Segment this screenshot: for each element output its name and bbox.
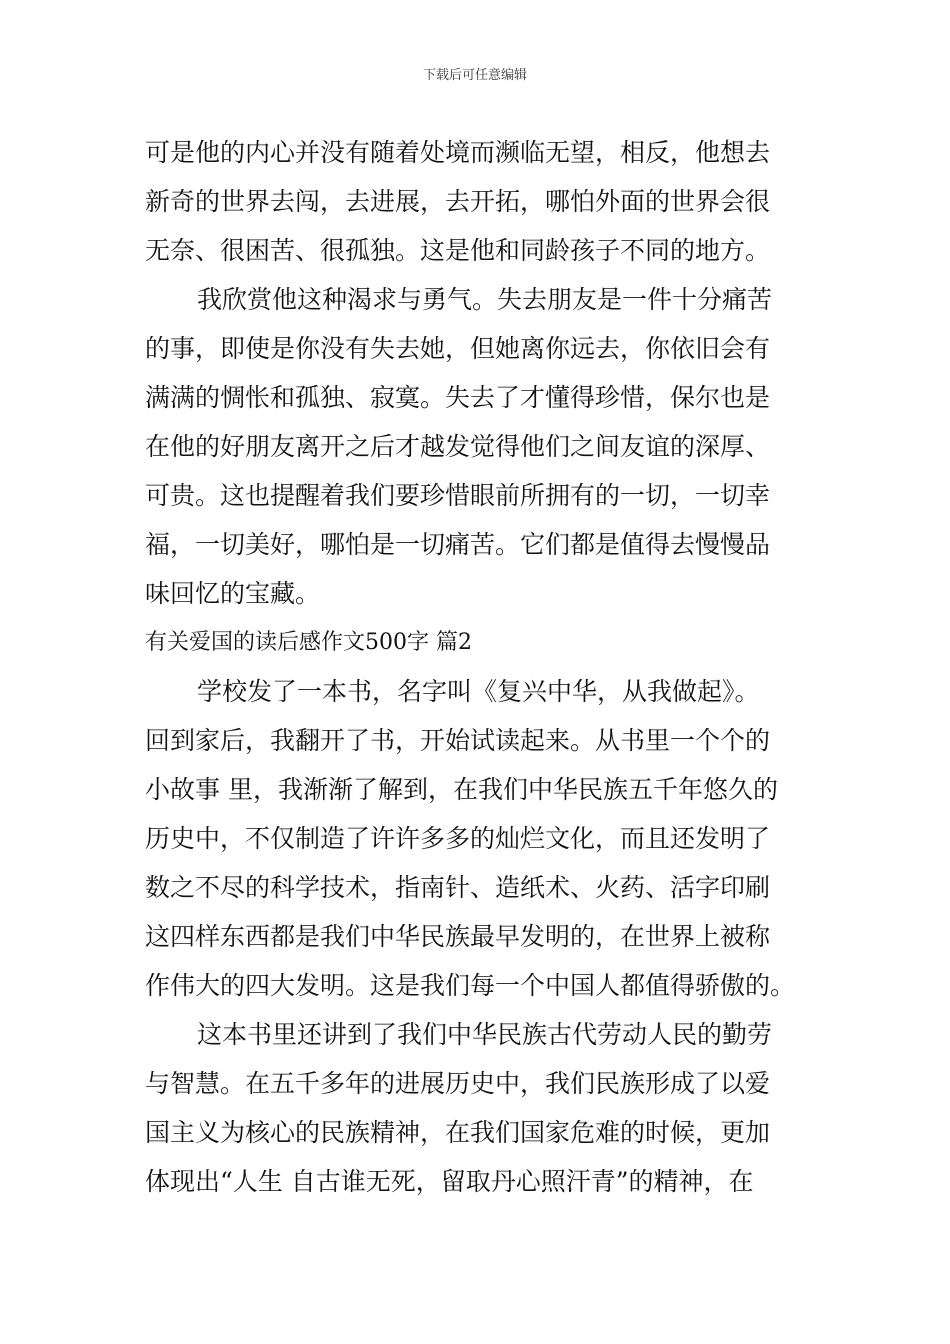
paragraph <box>145 667 810 1010</box>
paragraph <box>145 1010 810 1206</box>
text-line: 满满的惆怅和孤独、寂寞。失去了才懂得珍惜，保尔也是 <box>145 383 771 412</box>
text-line: 我欣赏他这种渴求与勇气。失去朋友是一件十分痛苦 <box>197 285 773 314</box>
text-line: 福，一切美好，哪怕是一切痛苦。它们都是值得去慢慢品 <box>145 530 771 559</box>
text-line: 新奇的世界去闯，去进展，去开拓，哪怕外面的世界会很 <box>145 187 771 216</box>
text-line: 这本书里还讲到了我们中华民族古代劳动人民的勤劳 <box>197 1020 773 1049</box>
text-line: 学校发了一本书，名字叫《复兴中华，从我做起》。 <box>197 677 760 706</box>
text-line: 回到家后，我翻开了书，开始试读起来。从书里一个个的 <box>145 726 771 755</box>
text-line: 的事，即使是你没有失去她，但她离你远去，你依旧会有 <box>145 334 771 363</box>
document-body <box>145 128 810 1206</box>
heading-line: 有关爱国的读后感作文500字 篇2 <box>145 630 472 655</box>
text-line: 味回忆的宝藏。 <box>145 579 321 608</box>
text-line: 这四样东西都是我们中华民族最早发明的，在世界上被称 <box>145 922 771 951</box>
text-line: 可是他的内心并没有随着处境而濒临无望，相反，他想去 <box>145 138 771 167</box>
text-line: 数之不尽的科学技术，指南针、造纸术、火药、活字印刷 <box>145 873 771 902</box>
text-line: 国主义为核心的民族精神，在我们国家危难的时候，更加 <box>145 1118 771 1147</box>
paragraph <box>145 128 810 275</box>
text-line: 可贵。这也提醒着我们要珍惜眼前所拥有的一切，一切幸 <box>145 481 771 510</box>
text-line: 与智慧。在五千多年的进展历史中，我们民族形成了以爱 <box>145 1069 771 1098</box>
text-line: 小故事 里，我渐渐了解到，在我们中华民族五千年悠久的 <box>145 775 778 804</box>
paragraph <box>145 275 810 618</box>
text-line: 体现出“人生 自古谁无死，留取丹心照汗青”的精神，在 <box>145 1167 754 1196</box>
page-header: 下载后可任意编辑 <box>422 68 527 83</box>
text-line: 作伟大的四大发明。这是我们每一个中国人都值得骄傲的。 <box>145 971 796 1000</box>
text-line: 在他的好朋友离开之后才越发觉得他们之间友谊的深厚、 <box>145 432 771 461</box>
text-line: 历史中，不仅制造了许许多多的灿烂文化，而且还发明了 <box>145 824 771 853</box>
text-line: 无奈、很困苦、很孤独。这是他和同龄孩子不同的地方。 <box>145 236 771 265</box>
section-heading <box>145 618 810 667</box>
